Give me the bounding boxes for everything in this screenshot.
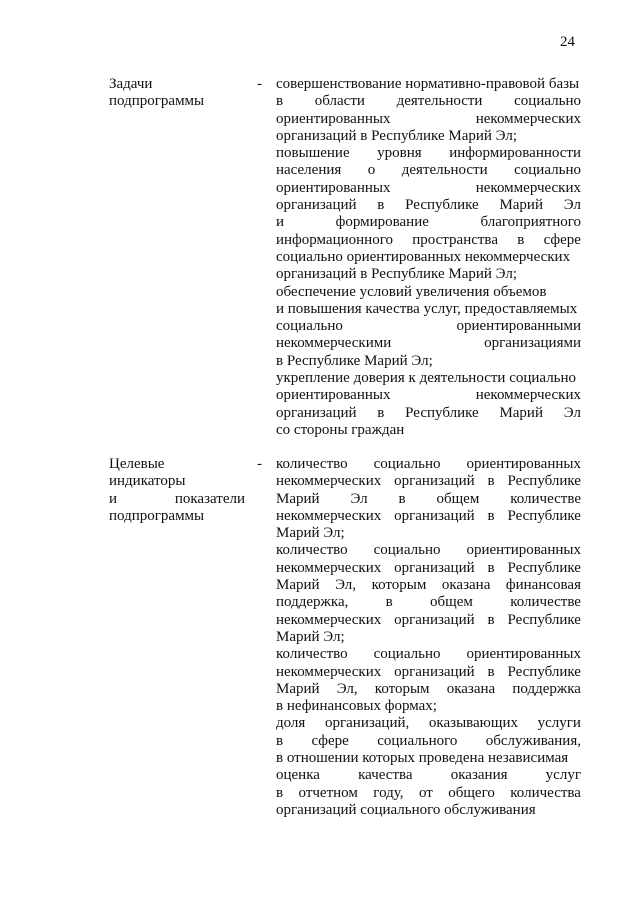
indicators-label-line [109, 508, 245, 525]
tasks-line [276, 214, 581, 231]
tasks-line [276, 76, 581, 93]
tasks-label-line [109, 93, 245, 110]
indicators-dash: - [257, 456, 262, 472]
indicators-word: социально [373, 542, 441, 559]
tasks-line [276, 93, 581, 110]
indicators-word: организаций [394, 473, 475, 490]
indicators-label-line [109, 491, 245, 508]
indicators-word: доля [276, 715, 306, 732]
tasks-word: некоммерческих [475, 179, 581, 196]
indicators-word: в [487, 473, 495, 490]
indicators-word: Республике [507, 473, 581, 490]
indicators-word: количество [276, 646, 348, 663]
indicators-word: количество [276, 542, 348, 559]
indicators-line [276, 560, 581, 577]
tasks-line [276, 232, 581, 249]
tasks-word: уровня [377, 145, 422, 162]
indicators-word: Республике [507, 663, 581, 680]
indicators-paragraph [276, 542, 581, 646]
tasks-word: организаций [276, 404, 357, 421]
indicators-line [276, 785, 581, 802]
indicators-word: количества [510, 784, 581, 801]
indicators-word: оказана [441, 577, 491, 594]
indicators-line [276, 715, 581, 732]
tasks-paragraph [276, 145, 581, 283]
tasks-word: в Республике Марий Эл; [276, 352, 433, 369]
indicators-line [276, 594, 581, 611]
indicators-word: в [398, 490, 406, 507]
tasks-line [276, 145, 581, 162]
tasks-paragraph [276, 370, 581, 439]
indicators-word: в нефинансовых формах; [276, 698, 437, 715]
indicators-word: Марий [276, 490, 320, 507]
indicators-word: обслуживания, [485, 732, 581, 749]
indicators-line [276, 473, 581, 490]
tasks-line [276, 249, 581, 266]
indicators-word: поддержка [512, 680, 581, 697]
indicators-word: общего [448, 784, 495, 801]
tasks-line [276, 353, 581, 370]
tasks-line [276, 370, 581, 387]
tasks-word: обеспечение условий увеличения объемов [276, 283, 547, 300]
indicators-word: году, [373, 784, 404, 801]
tasks-word: социально ориентированных некоммерческих [276, 248, 571, 265]
indicators-word: организаций социального обслуживания [276, 801, 536, 818]
indicators-label [109, 456, 245, 525]
tasks-word: совершенствование нормативно-правовой базы [276, 76, 580, 92]
indicators-word: которым [374, 680, 430, 697]
indicators-line [276, 802, 581, 819]
indicators-word: организаций [394, 507, 475, 524]
indicators-paragraph [276, 456, 581, 542]
tasks-line [276, 387, 581, 404]
indicators-word: некоммерческих [276, 559, 382, 576]
indicators-line [276, 681, 581, 698]
tasks-word: организаций в Республике Марий Эл; [276, 266, 518, 283]
indicators-word: ориентированных [466, 542, 581, 559]
indicators-word: которым [371, 577, 427, 594]
page-number: 24 [560, 34, 575, 50]
tasks-label-line [109, 76, 245, 93]
indicators-line [276, 525, 581, 542]
tasks-line [276, 128, 581, 145]
tasks-word: Марий [499, 404, 543, 421]
indicators-word: социального [377, 732, 458, 749]
indicators-word: организаций [394, 611, 475, 628]
tasks-word: пространства [412, 231, 498, 248]
indicators-paragraph [276, 715, 581, 819]
indicators-word: в [487, 507, 495, 524]
indicators-word: поддержка, [276, 594, 349, 611]
tasks-word: ориентированных [276, 387, 391, 404]
tasks-word: Эл [563, 197, 581, 214]
indicators-word: отчетном [298, 784, 358, 801]
tasks-word: некоммерческих [475, 387, 581, 404]
indicators-word: от [418, 784, 433, 801]
indicators-content [276, 456, 581, 819]
tasks-word: некоммерческими [276, 335, 392, 352]
tasks-word: деятельности [396, 93, 483, 110]
tasks-word: организациями [484, 335, 581, 352]
indicators-word: некоммерческих [276, 507, 382, 524]
indicators-word: в [276, 732, 284, 749]
tasks-line [276, 180, 581, 197]
tasks-word: со стороны граждан [276, 421, 405, 438]
tasks-line [276, 284, 581, 301]
indicators-word: в [487, 559, 495, 576]
tasks-word: ориентированных [276, 179, 391, 196]
indicators-line [276, 577, 581, 594]
indicators-word: количество [276, 456, 348, 472]
indicators-word: услуги [537, 715, 581, 732]
indicators-word: ориентированных [466, 646, 581, 663]
indicators-word: некоммерческих [276, 473, 382, 490]
indicators-word: Республике [507, 507, 581, 524]
indicators-line [276, 750, 581, 767]
tasks-word: организаций в Республике Марий Эл; [276, 127, 518, 144]
tasks-word: благоприятного [480, 214, 581, 231]
indicators-word: оценка [276, 767, 320, 784]
tasks-word: укрепление доверия к деятельности социально [276, 370, 577, 387]
tasks-word: Эл [563, 404, 581, 421]
indicators-line [276, 508, 581, 525]
indicators-word: социально [373, 646, 441, 663]
tasks-word: информированности [449, 145, 581, 162]
tasks-paragraph [276, 284, 581, 370]
indicators-word: количестве [510, 594, 581, 611]
indicators-label-line [109, 473, 245, 490]
indicators-word: Эл, [335, 577, 357, 594]
tasks-word: деятельности [401, 162, 488, 179]
tasks-word: социально [514, 93, 581, 110]
tasks-word: социально [276, 318, 343, 335]
indicators-word: в отношении которых проведена независимая [276, 750, 569, 767]
indicators-label-word: подпрограммы [109, 507, 205, 524]
indicators-word: оказана [446, 680, 496, 697]
indicators-line [276, 456, 581, 473]
tasks-word: населения [276, 162, 342, 179]
indicators-word: ориентированных [466, 456, 581, 472]
tasks-word: Республике [405, 404, 479, 421]
indicators-word: организаций [394, 663, 475, 680]
indicators-word: некоммерческих [276, 611, 382, 628]
tasks-word: области [314, 93, 365, 110]
indicators-word: в [385, 594, 393, 611]
indicators-word: оказания [450, 767, 508, 784]
indicators-label-word: индикаторы [109, 473, 186, 490]
indicators-word: Республике [507, 611, 581, 628]
indicators-line [276, 733, 581, 750]
tasks-word: в [377, 404, 385, 421]
indicators-label-line [109, 456, 245, 473]
tasks-dash: - [257, 76, 262, 92]
indicators-word: организаций, [324, 715, 410, 732]
tasks-line [276, 301, 581, 318]
indicators-word: организаций [394, 559, 475, 576]
indicators-word: в [487, 663, 495, 680]
tasks-word: Республике [405, 197, 479, 214]
tasks-line [276, 266, 581, 283]
indicators-word: Марий [276, 577, 320, 594]
tasks-word: информационного [276, 231, 393, 248]
indicators-line [276, 646, 581, 663]
indicators-word: некоммерческих [276, 663, 382, 680]
indicators-word: общем [436, 490, 480, 507]
tasks-word: и [276, 214, 285, 231]
indicators-word: Эл [350, 490, 368, 507]
indicators-word: Марий Эл; [276, 525, 345, 542]
tasks-word: и повышения качества услуг, предоставляемых [276, 300, 578, 317]
tasks-line [276, 335, 581, 352]
indicators-paragraph [276, 646, 581, 715]
indicators-word: общем [430, 594, 473, 611]
indicators-line [276, 698, 581, 715]
indicators-label-word: Целевые [109, 456, 165, 472]
tasks-word: формирование [335, 214, 429, 231]
tasks-line [276, 111, 581, 128]
indicators-line [276, 767, 581, 784]
indicators-line [276, 629, 581, 646]
indicators-word: в [276, 784, 284, 801]
indicators-word: количестве [510, 490, 581, 507]
indicators-word: услуг [545, 767, 581, 784]
indicators-word: в [487, 611, 495, 628]
indicators-word: социально [373, 456, 441, 472]
tasks-word: сфере [543, 231, 581, 248]
tasks-word: социально [514, 162, 581, 179]
tasks-word: о [367, 162, 376, 179]
tasks-line [276, 422, 581, 439]
indicators-line [276, 612, 581, 629]
tasks-paragraph [276, 76, 581, 145]
tasks-label [109, 76, 245, 111]
tasks-word: повышение [276, 145, 350, 162]
tasks-word: организаций [276, 197, 357, 214]
tasks-line [276, 162, 581, 179]
indicators-word: качества [358, 767, 413, 784]
tasks-word: Марий [499, 197, 543, 214]
indicators-label-word: показатели [174, 490, 245, 507]
tasks-word: в [377, 197, 385, 214]
indicators-word: Марий Эл; [276, 628, 345, 645]
tasks-word: в [517, 231, 525, 248]
tasks-word: в [276, 93, 284, 110]
indicators-label-word: и [109, 490, 118, 507]
indicators-word: сфере [311, 732, 349, 749]
tasks-word: ориентированными [456, 318, 581, 335]
indicators-word: оказывающих [428, 715, 518, 732]
indicators-line [276, 664, 581, 681]
tasks-label-word: подпрограммы [109, 93, 205, 110]
indicators-word: Эл, [336, 680, 358, 697]
indicators-line [276, 542, 581, 559]
tasks-label-word: Задачи [109, 76, 153, 92]
indicators-word: Республике [507, 559, 581, 576]
indicators-line [276, 491, 581, 508]
tasks-line [276, 405, 581, 422]
indicators-word: Марий [276, 680, 320, 697]
tasks-line [276, 318, 581, 335]
tasks-line [276, 197, 581, 214]
tasks-word: ориентированных [276, 110, 391, 127]
tasks-word: некоммерческих [475, 110, 581, 127]
indicators-word: финансовая [505, 577, 581, 594]
tasks-content [276, 76, 581, 439]
